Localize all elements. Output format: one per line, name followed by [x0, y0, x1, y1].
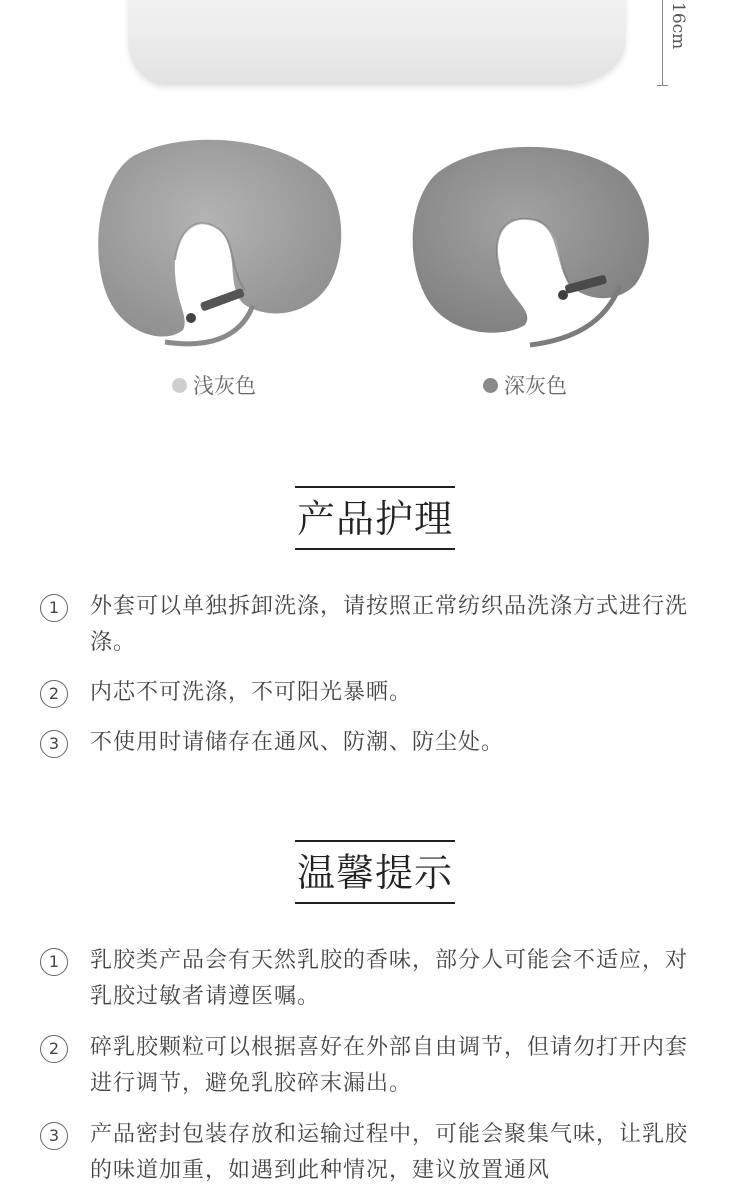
item-number: 3 — [40, 1122, 68, 1150]
tips-title-text: 温馨提示 — [295, 840, 455, 904]
list-item — [40, 1117, 700, 1189]
item-number: 1 — [40, 948, 68, 976]
dark-grey-label: 深灰色 — [504, 374, 567, 398]
care-list — [40, 589, 700, 775]
item-text: 不使用时请储存在通风、防潮、防尘处。 — [90, 730, 505, 755]
list-item — [40, 1030, 700, 1102]
light-grey-swatch — [172, 378, 187, 393]
item-number: 1 — [40, 594, 68, 622]
pillow-top-image — [128, 0, 626, 85]
item-text: 内芯不可洗涤，不可阳光暴晒。 — [90, 680, 413, 705]
dark-grey-swatch — [483, 378, 498, 393]
color-option-dark-grey — [483, 370, 567, 400]
list-item — [40, 943, 700, 1015]
item-text: 碎乳胶颗粒可以根据喜好在外部自由调节，但请勿打开内套进行调节，避免乳胶碎末漏出。 — [90, 1035, 689, 1096]
care-section-title — [0, 486, 750, 550]
item-number: 3 — [40, 730, 68, 758]
care-title-text: 产品护理 — [295, 486, 455, 550]
dimension-line — [662, 0, 663, 86]
list-item — [40, 725, 700, 761]
dimension-label: 16cm — [668, 2, 688, 50]
color-option-light-grey — [172, 370, 256, 400]
light-grey-label: 浅灰色 — [193, 374, 256, 398]
item-number: 2 — [40, 680, 68, 708]
tips-list — [40, 943, 700, 1204]
item-text: 产品密封包装存放和运输过程中，可能会聚集气味，让乳胶的味道加重，如遇到此种情况，建议放置通风 — [90, 1122, 689, 1183]
dimension-tick — [657, 85, 668, 86]
pillow-dark-grey-image — [405, 135, 660, 360]
item-number: 2 — [40, 1035, 68, 1063]
item-text: 外套可以单独拆卸洗涤，请按照正常纺织品洗涤方式进行洗涤。 — [90, 594, 689, 655]
tips-section-title — [0, 840, 750, 904]
list-item — [40, 675, 700, 711]
list-item — [40, 589, 700, 661]
pillow-light-grey-image — [95, 130, 350, 360]
item-text: 乳胶类产品会有天然乳胶的香味，部分人可能会不适应，对乳胶过敏者请遵医嘱。 — [90, 948, 689, 1009]
